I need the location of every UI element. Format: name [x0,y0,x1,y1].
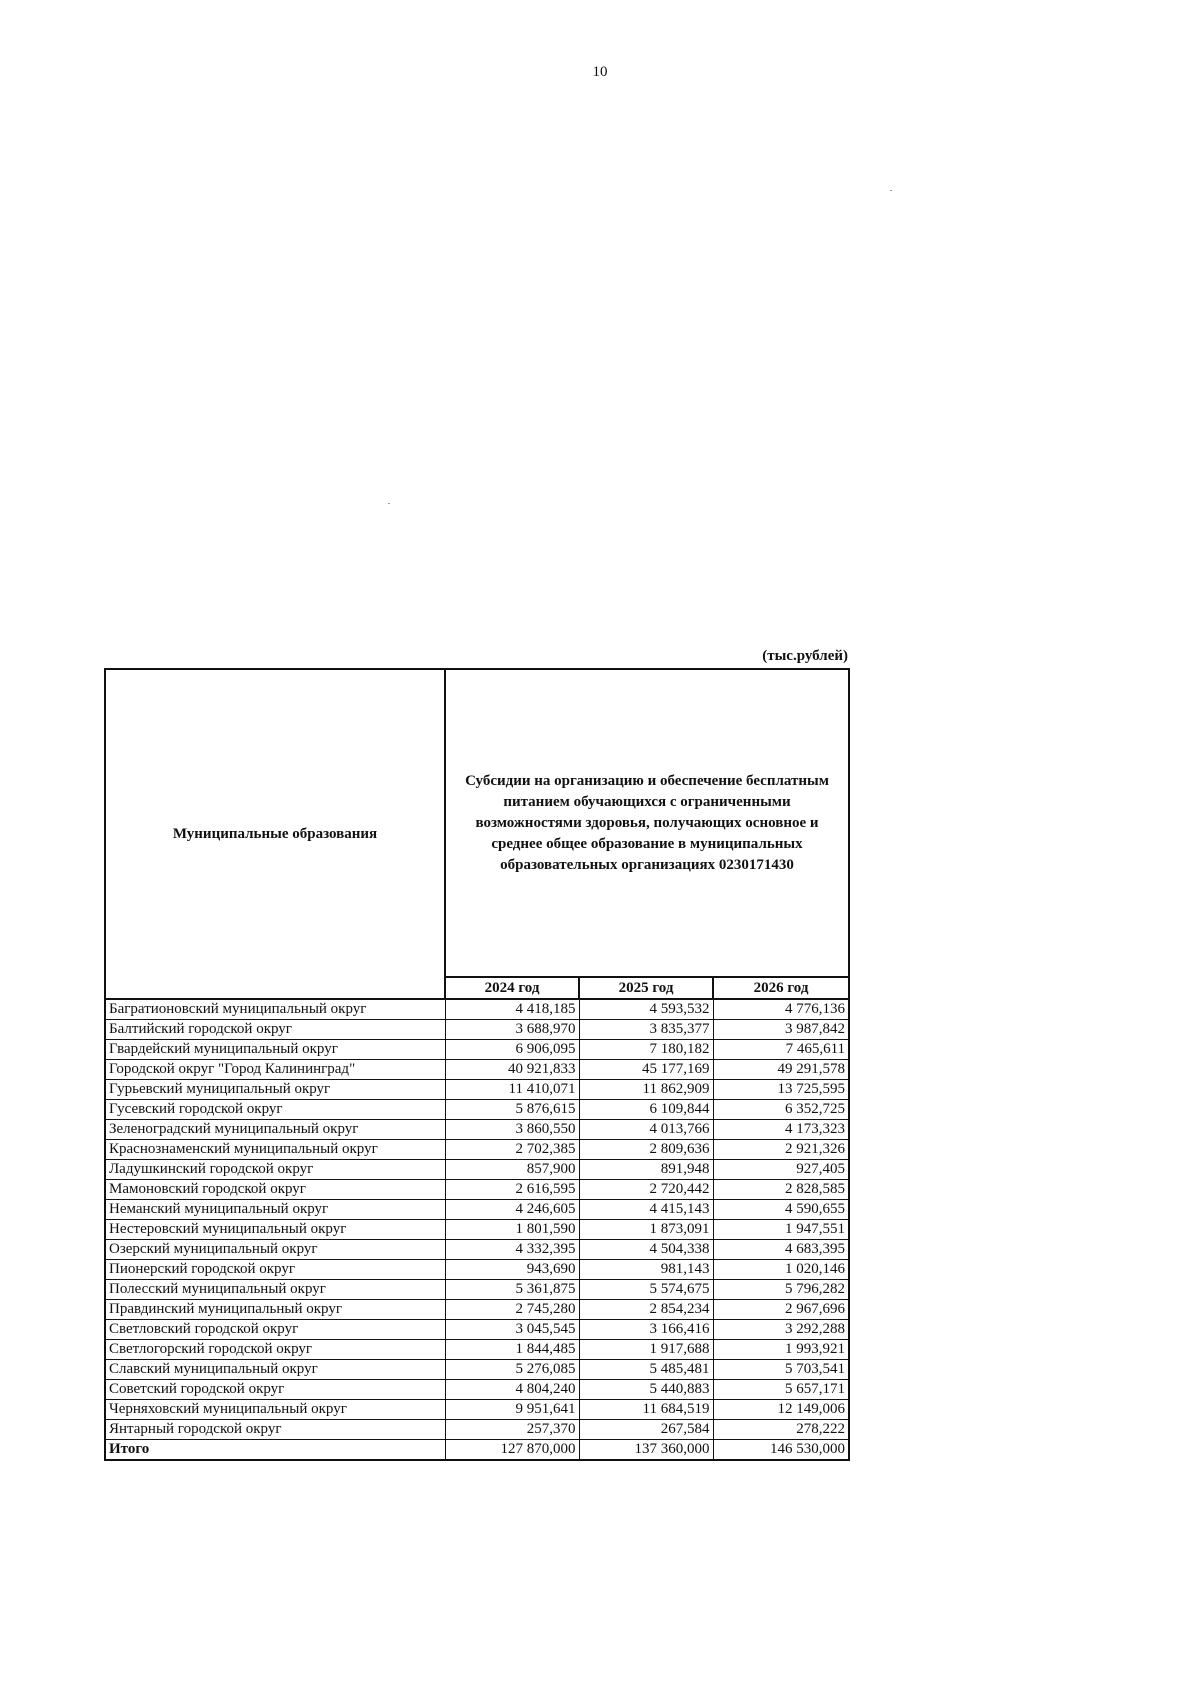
value-2025: 5 485,481 [579,1360,713,1380]
value-2024: 9 951,641 [445,1400,579,1420]
table-row [105,1020,849,1040]
municipality-name: Светловский городской округ [105,1320,445,1340]
value-2025: 6 109,844 [579,1100,713,1120]
value-2025: 4 593,532 [579,999,713,1020]
municipality-name: Озерский муниципальный округ [105,1240,445,1260]
year-header-2025: 2025 год [579,977,713,999]
value-2025: 4 013,766 [579,1120,713,1140]
municipality-name: Гусевский городской округ [105,1100,445,1120]
table-row [105,1180,849,1200]
municipality-name: Ладушкинский городской округ [105,1160,445,1180]
value-2024: 2 745,280 [445,1300,579,1320]
value-2024: 40 921,833 [445,1060,579,1080]
municipality-name: Светлогорский городской округ [105,1340,445,1360]
table-row [105,1160,849,1180]
table-row [105,1140,849,1160]
value-2025: 267,584 [579,1420,713,1440]
value-2024: 5 876,615 [445,1100,579,1120]
value-2025: 3 166,416 [579,1320,713,1340]
municipality-name: Неманский муниципальный округ [105,1200,445,1220]
table-row [105,1060,849,1080]
total-2024: 127 870,000 [445,1440,579,1461]
value-2024: 4 804,240 [445,1380,579,1400]
value-2025: 1 873,091 [579,1220,713,1240]
table-row [105,1200,849,1220]
value-2025: 7 180,182 [579,1040,713,1060]
value-2026: 4 173,323 [713,1120,849,1140]
year-header-2024: 2024 год [445,977,579,999]
value-2025: 3 835,377 [579,1020,713,1040]
municipality-name: Янтарный городской округ [105,1420,445,1440]
table-row [105,1260,849,1280]
value-2026: 2 828,585 [713,1180,849,1200]
value-2026: 4 776,136 [713,999,849,1020]
value-2024: 1 801,590 [445,1220,579,1240]
value-2026: 7 465,611 [713,1040,849,1060]
value-2024: 11 410,071 [445,1080,579,1100]
value-2025: 5 574,675 [579,1280,713,1300]
value-2025: 2 720,442 [579,1180,713,1200]
table-row [105,1420,849,1440]
value-2026: 1 020,146 [713,1260,849,1280]
municipality-name: Балтийский городской округ [105,1020,445,1040]
municipality-name: Советский городской округ [105,1380,445,1400]
value-2025: 981,143 [579,1260,713,1280]
table-row [105,1220,849,1240]
table-row [105,1080,849,1100]
municipality-column-header: Муниципальные образования [105,669,445,999]
table-row [105,1380,849,1400]
value-2026: 5 703,541 [713,1360,849,1380]
value-2026: 49 291,578 [713,1060,849,1080]
subsidy-column-header: Субсидии на организацию и обеспечение бесплатным питанием обучающихся с ограниченными возможностями здоровья, получающих основное и среднее общее образование в муниципальных образовательных организациях 0230171430 [445,669,849,977]
municipality-name: Зеленоградский муниципальный округ [105,1120,445,1140]
units-label: (тыс.рублей) [762,648,848,664]
value-2024: 3 688,970 [445,1020,579,1040]
table-row [105,1040,849,1060]
value-2024: 2 616,595 [445,1180,579,1200]
value-2025: 1 917,688 [579,1340,713,1360]
table-row [105,1320,849,1340]
value-2025: 2 809,636 [579,1140,713,1160]
total-2026: 146 530,000 [713,1440,849,1461]
value-2024: 5 276,085 [445,1360,579,1380]
table-header-row [105,669,849,977]
value-2024: 4 246,605 [445,1200,579,1220]
value-2024: 257,370 [445,1420,579,1440]
value-2024: 2 702,385 [445,1140,579,1160]
value-2024: 3 045,545 [445,1320,579,1340]
municipality-name: Правдинский муниципальный округ [105,1300,445,1320]
value-2026: 2 921,326 [713,1140,849,1160]
municipality-name: Нестеровский муниципальный округ [105,1220,445,1240]
value-2025: 891,948 [579,1160,713,1180]
table-row [105,1280,849,1300]
value-2024: 943,690 [445,1260,579,1280]
value-2026: 927,405 [713,1160,849,1180]
value-2025: 2 854,234 [579,1300,713,1320]
municipality-name: Мамоновский городской округ [105,1180,445,1200]
value-2026: 6 352,725 [713,1100,849,1120]
value-2024: 4 418,185 [445,999,579,1020]
total-2025: 137 360,000 [579,1440,713,1461]
municipality-name: Полесский муниципальный округ [105,1280,445,1300]
value-2026: 1 947,551 [713,1220,849,1240]
table-row [105,1400,849,1420]
subsidy-table [104,668,850,1461]
value-2024: 1 844,485 [445,1340,579,1360]
value-2025: 45 177,169 [579,1060,713,1080]
table-row [105,1240,849,1260]
municipality-name: Черняховский муниципальный округ [105,1400,445,1420]
scan-speck [890,190,892,191]
value-2026: 1 993,921 [713,1340,849,1360]
value-2026: 5 796,282 [713,1280,849,1300]
municipality-name: Городской округ "Город Калининград" [105,1060,445,1080]
value-2026: 3 987,842 [713,1020,849,1040]
total-row [105,1440,849,1461]
year-header-2026: 2026 год [713,977,849,999]
value-2025: 4 415,143 [579,1200,713,1220]
value-2024: 3 860,550 [445,1120,579,1140]
value-2024: 5 361,875 [445,1280,579,1300]
table-row [105,999,849,1020]
value-2025: 11 862,909 [579,1080,713,1100]
value-2025: 4 504,338 [579,1240,713,1260]
value-2026: 278,222 [713,1420,849,1440]
municipality-name: Гвардейский муниципальный округ [105,1040,445,1060]
value-2026: 4 590,655 [713,1200,849,1220]
municipality-name: Славский муниципальный округ [105,1360,445,1380]
total-label: Итого [105,1440,445,1461]
value-2026: 3 292,288 [713,1320,849,1340]
table-row [105,1340,849,1360]
value-2026: 13 725,595 [713,1080,849,1100]
municipality-name: Багратионовский муниципальный округ [105,999,445,1020]
value-2026: 4 683,395 [713,1240,849,1260]
table-body [105,999,849,1460]
scan-speck [388,503,390,504]
municipality-name: Гурьевский муниципальный округ [105,1080,445,1100]
value-2026: 2 967,696 [713,1300,849,1320]
value-2024: 857,900 [445,1160,579,1180]
table-row [105,1360,849,1380]
value-2024: 6 906,095 [445,1040,579,1060]
value-2025: 5 440,883 [579,1380,713,1400]
municipality-name: Пионерский городской округ [105,1260,445,1280]
table-row [105,1300,849,1320]
table-row [105,1100,849,1120]
value-2025: 11 684,519 [579,1400,713,1420]
value-2024: 4 332,395 [445,1240,579,1260]
value-2026: 12 149,006 [713,1400,849,1420]
table-row [105,1120,849,1140]
page-number: 10 [592,64,608,80]
municipality-name: Краснознаменский муниципальный округ [105,1140,445,1160]
value-2026: 5 657,171 [713,1380,849,1400]
